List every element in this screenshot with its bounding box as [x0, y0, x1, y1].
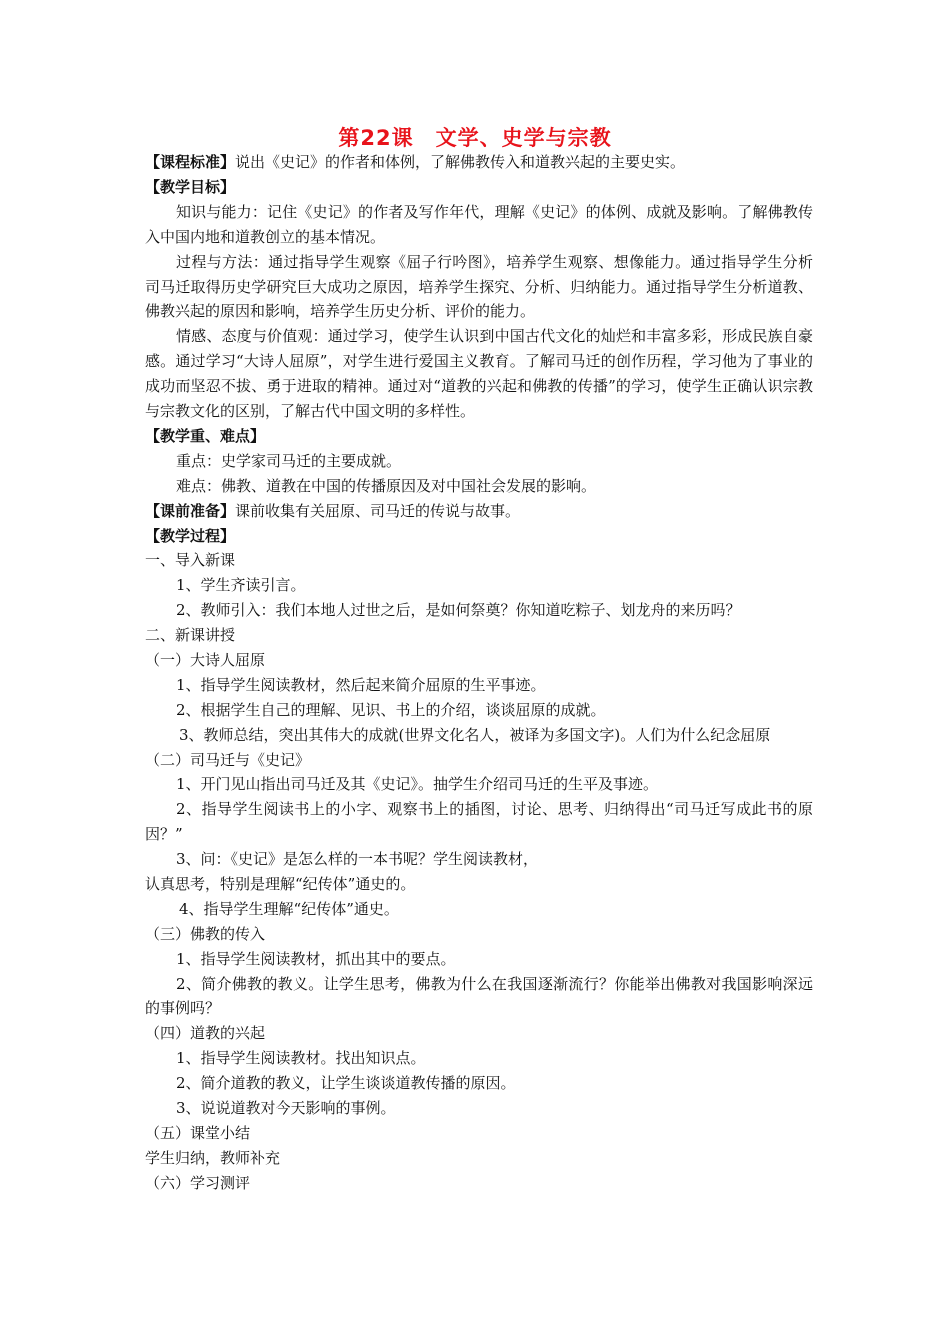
preparation-text: 课前收集有关屈原、司马迁的传说与故事。	[235, 501, 521, 520]
subsection-5-heading: （五）课堂小结	[145, 1123, 251, 1142]
subsection-1-item: 3、教师总结，突出其伟大的成就(世界文化名人，被译为多国文字)。人们为什么纪念屈原	[179, 725, 771, 744]
preparation-label: 【课前准备】	[145, 501, 236, 520]
section-intro-heading: 一、导入新课	[145, 551, 236, 570]
subsection-1-heading: （一）大诗人屈原	[145, 650, 266, 669]
key-focus: 重点：史学家司马迁的主要成就。	[176, 451, 402, 470]
subsection-4-item: 2、简介道教的教义，让学生谈谈道教传播的原因。	[176, 1074, 516, 1093]
teaching-process-label: 【教学过程】	[145, 526, 236, 545]
key-difficulty: 难点：佛教、道教在中国的传播原因及对中国社会发展的影响。	[176, 476, 597, 495]
subsection-2-item: 2、指导学生阅读书上的小字、观察书上的插图，讨论、思考、归纳得出“司马迁写成此书的原因？”	[145, 800, 813, 844]
subsection-1-item: 2、根据学生自己的理解、见识、书上的介绍，谈谈屈原的成就。	[176, 700, 606, 719]
subsection-3-item: 2、简介佛教的教义。让学生思考，佛教为什么在我国逐渐流行？你能举出佛教对我国影响深远的事例吗？	[145, 974, 813, 1018]
subsection-2-item: 1、开门见山指出司马迁及其《史记》。抽学生介绍司马迁的生平及事迹。	[176, 775, 659, 794]
subsection-3-heading: （三）佛教的传入	[145, 924, 266, 943]
subsection-2-item: 3、问：《史记》是怎么样的一本书呢？学生阅读教材，	[176, 850, 539, 869]
lesson-number: 第22课	[338, 126, 414, 150]
subsection-2-item: 认真思考，特别是理解“纪传体”通史的。	[145, 875, 416, 894]
course-standard-label: 【课程标准】	[145, 153, 236, 171]
lesson-title	[0, 122, 950, 152]
goal-emotion: 情感、态度与价值观：通过学习，使学生认识到中国古代文化的灿烂和丰富多彩，形成民族自豪感。通过学习“大诗人屈原”，对学生进行爱国主义教育。了解司马迁的创作历程，学习他为了事业的成功而坚忍不拔、勇于进取的精神。通过对“道教的兴起和佛教的传播”的学习，使学生正确认识宗教与宗教文化的区别，了解古代中国文明的多样性。	[145, 327, 813, 421]
goal-knowledge: 知识与能力：记住《史记》的作者及写作年代，理解《史记》的体例、成就及影响。了解佛教传入中国内地和道教创立的基本情况。	[145, 202, 813, 246]
subsection-4-item: 3、说说道教对今天影响的事例。	[176, 1099, 396, 1118]
intro-item: 2、教师引入：我们本地人过世之后，是如何祭奠？你知道吃粽子、划龙舟的来历吗？	[176, 601, 741, 620]
intro-item: 1、学生齐读引言。	[176, 576, 306, 595]
subsection-3-item: 1、指导学生阅读教材，抓出其中的要点。	[176, 949, 456, 968]
subsection-2-item: 4、指导学生理解“纪传体”通史。	[179, 899, 399, 918]
key-points-label: 【教学重、难点】	[145, 426, 266, 445]
course-standard	[145, 150, 813, 175]
document-body	[145, 150, 813, 1196]
subsection-1-item: 1、指导学生阅读教材，然后起来简介屈原的生平事迹。	[176, 675, 546, 694]
teaching-goals-label: 【教学目标】	[145, 177, 236, 196]
subsection-5-text: 学生归纳，教师补充	[145, 1148, 281, 1167]
lesson-topic: 文学、史学与宗教	[435, 126, 612, 150]
goal-process: 过程与方法：通过指导学生观察《屈子行吟图》，培养学生观察、想像能力。通过指导学生分析司马迁取得历史学研究巨大成功之原因，培养学生探究、分析、归纳能力。通过指导学生分析道教、佛教兴起的原因和影响，培养学生历史分析、评价的能力。	[145, 252, 813, 321]
subsection-4-heading: （四）道教的兴起	[145, 1024, 266, 1043]
section-new-heading: 二、新课讲授	[145, 626, 236, 645]
subsection-2-heading: （二）司马迁与《史记》	[145, 750, 311, 769]
course-standard-text: 说出《史记》的作者和体例，了解佛教传入和道教兴起的主要史实。	[235, 153, 686, 171]
subsection-6-heading: （六）学习测评	[145, 1173, 251, 1192]
preparation	[145, 499, 813, 524]
subsection-4-item: 1、指导学生阅读教材。找出知识点。	[176, 1049, 426, 1068]
